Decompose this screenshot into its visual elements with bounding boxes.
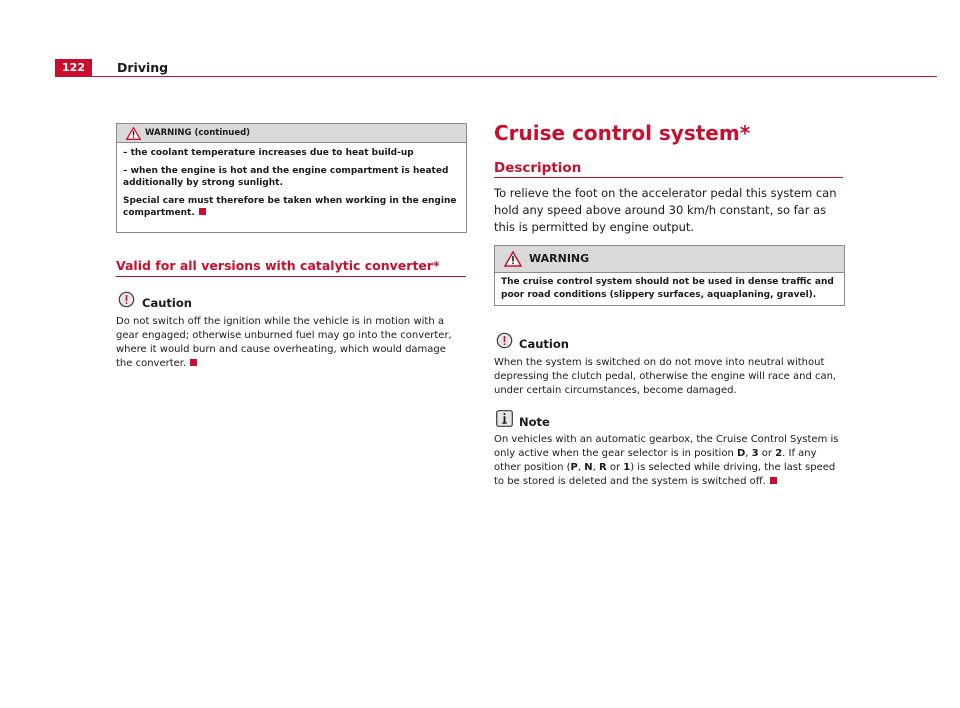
end-square-icon bbox=[190, 359, 197, 366]
warning-continued-box bbox=[116, 123, 467, 233]
warning-item: – the coolant temperature increases due to heat build-up bbox=[123, 148, 414, 158]
warning-continued-header bbox=[117, 124, 466, 143]
warning-item: Special care must therefore be taken when working in the engine compartment. bbox=[123, 195, 457, 218]
warning-text: The cruise control system should not be used in dense traffic and poor road conditions (slippery surfaces, aquaplaning, gravel). bbox=[501, 277, 834, 300]
warning-header bbox=[495, 246, 844, 273]
caution-text: When the system is switched on do not move into neutral without depressing the clutch pedal, otherwise the engine will race and can, under certain circumstances, become damaged. bbox=[494, 357, 837, 396]
main-title: Cruise control system* bbox=[494, 121, 751, 145]
info-icon bbox=[496, 410, 513, 427]
warning-continued-body bbox=[117, 143, 466, 226]
end-square-icon bbox=[199, 208, 206, 215]
warning-title: WARNING bbox=[529, 252, 590, 265]
exclamation-circle-icon bbox=[496, 332, 513, 349]
caution-title: Caution bbox=[519, 337, 569, 351]
sub-title: Description bbox=[494, 160, 582, 176]
note-text: On vehicles with an automatic gearbox, the Cruise Control System is only active when the gear selector is in position D, 3 or 2. If any other position (P, N, R or 1) is selected while driving, the last speed to be stored is deleted and the system is switched off. bbox=[494, 434, 839, 487]
description-text: To relieve the foot on the accelerator pedal this system can hold any speed above around 30 km/h constant, so far as this is permitted by engine output. bbox=[494, 186, 837, 234]
sub-title-rule bbox=[494, 177, 843, 178]
warning-triangle-icon bbox=[504, 251, 522, 267]
catalytic-heading-rule bbox=[116, 276, 466, 277]
warning-body bbox=[495, 273, 844, 308]
page-header bbox=[0, 0, 960, 80]
catalytic-heading: Valid for all versions with catalytic converter* bbox=[116, 258, 440, 273]
exclamation-circle-icon bbox=[118, 291, 135, 308]
caution-text: Do not switch off the ignition while the vehicle is in motion with a gear engaged; otherwise unburned fuel may go into the converter, where it would burn and cause overheating, which would damage the converter. bbox=[116, 316, 452, 369]
header-divider bbox=[92, 76, 937, 77]
end-square-icon bbox=[770, 477, 777, 484]
warning-item: – when the engine is hot and the engine compartment is heated additionally by strong sunlight. bbox=[123, 165, 449, 188]
page-number: 122 bbox=[55, 59, 92, 77]
warning-box bbox=[494, 245, 845, 306]
warning-triangle-icon bbox=[126, 127, 141, 140]
caution-title: Caution bbox=[142, 296, 192, 310]
note-title: Note bbox=[519, 415, 550, 429]
chapter-title: Driving bbox=[117, 60, 169, 75]
warning-continued-title: WARNING (continued) bbox=[145, 128, 251, 138]
